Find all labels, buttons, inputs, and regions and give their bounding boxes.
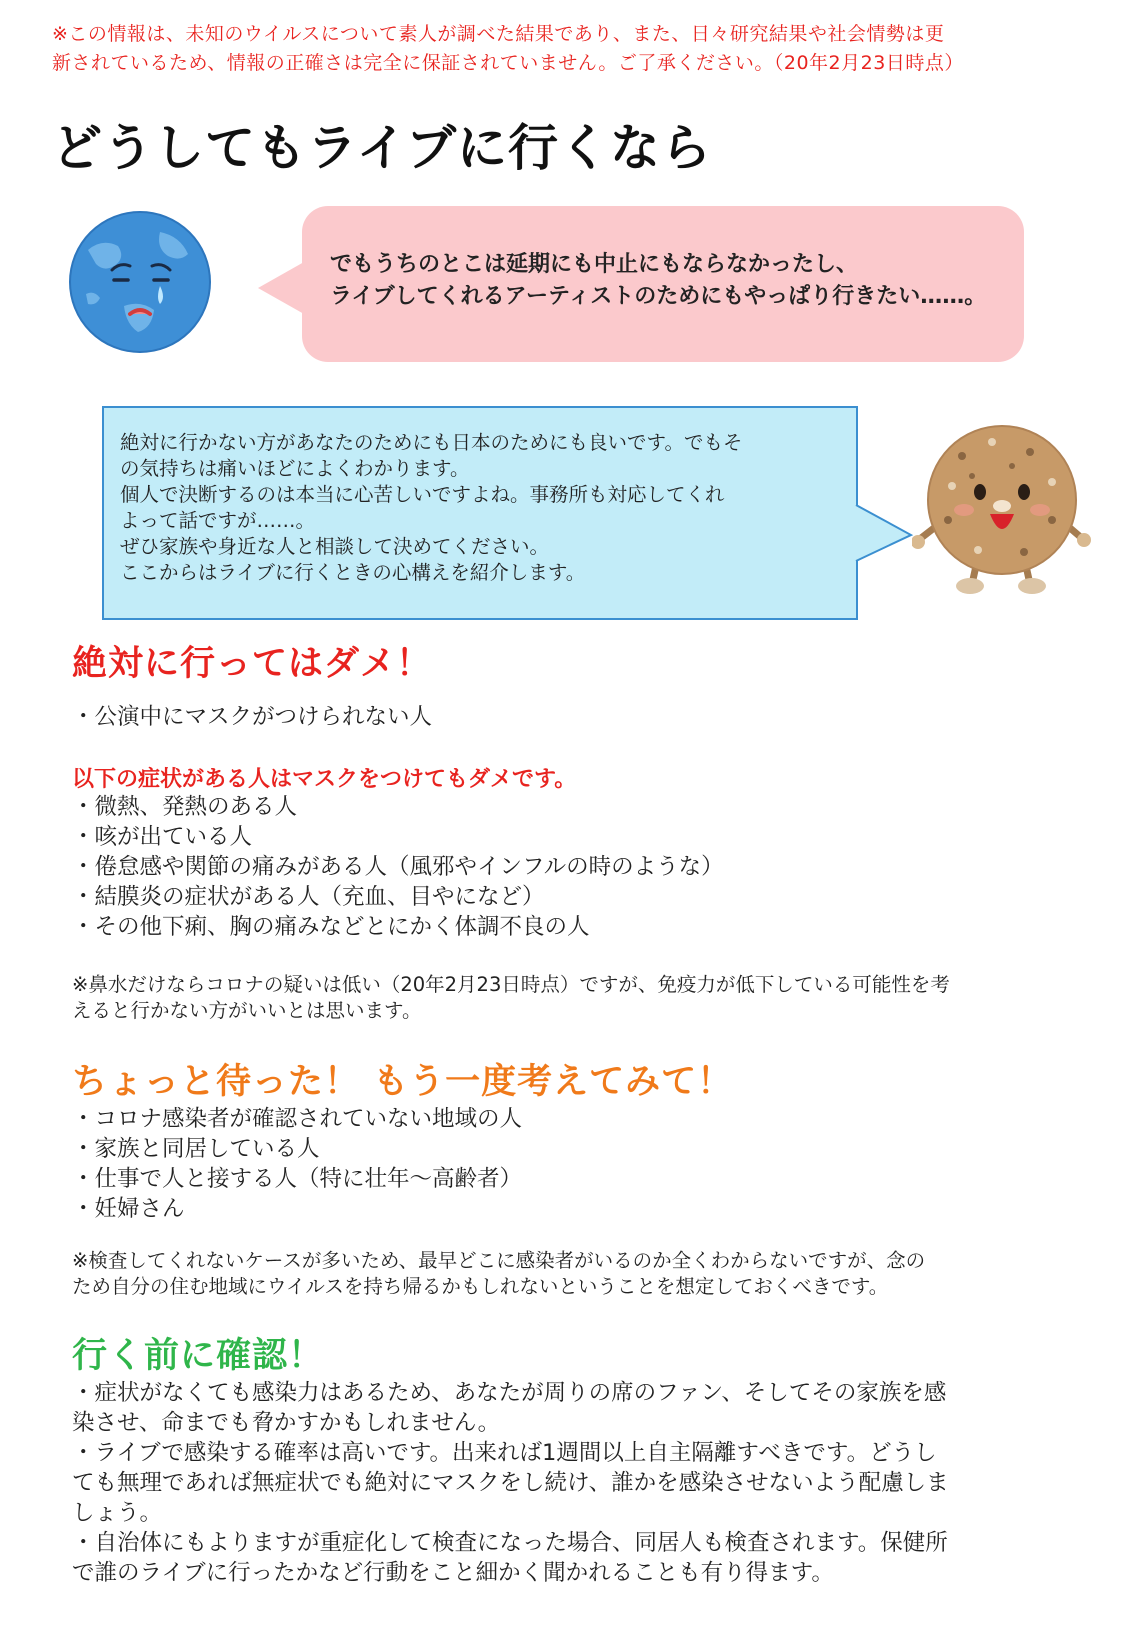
disclaimer-line: ※この情報は、未知のウイルスについて素人が調べた結果であり、また、日々研究結果や社会情勢は更 xyxy=(52,23,945,45)
paragraph-line: ・症状がなくても感染力はあるため、あなたが周りの席のファン、そしてその家族を感 xyxy=(72,1380,947,1406)
note-line: ※検査してくれないケースが多いため、最早どこに感染者がいるのか全くわからないですが、念の xyxy=(72,1249,926,1272)
speech-bubble-tail xyxy=(258,262,304,314)
paragraph-line: しょう。 xyxy=(72,1500,163,1526)
note-line: ため自分の住む地域にウイルスを持ち帰るかもしれないということを想定しておくべきです。 xyxy=(72,1275,889,1298)
speech-line: ぜひ家族や身近な人と相談して決めてください。 xyxy=(120,535,550,558)
speech-bubble-blue-text xyxy=(120,430,840,586)
paragraph-line: 染させ、命までも脅かすかもしれません。 xyxy=(72,1410,501,1436)
speech-line: でもうちのとこは延期にも中止にもならなかったし、 xyxy=(330,252,859,277)
list-item: ・その他下痢、胸の痛みなどとにかく体調不良の人 xyxy=(72,914,590,940)
crying-earth-icon xyxy=(68,210,212,358)
symptoms-list xyxy=(72,792,724,942)
dame-note xyxy=(72,972,1062,1024)
paragraph-line: ・自治体にもよりますが重症化して検査になった場合、同居人も検査されます。保健所 xyxy=(72,1530,948,1556)
speech-line: の気持ちは痛いほどによくわかります。 xyxy=(120,457,470,480)
list-item: ・微熱、発熱のある人 xyxy=(72,794,298,820)
check-paragraphs xyxy=(72,1378,1062,1588)
paragraph-line: ・ライブで感染する確率は高いです。出来れば1週間以上自主隔離すべきです。どうし xyxy=(72,1440,937,1466)
speech-bubble-pink-text xyxy=(330,249,1020,313)
note-line: ※鼻水だけならコロナの疑いは低い（20年2月23日時点）ですが、免疫力が低下している可能性を考 xyxy=(72,973,950,996)
list-item: ・公演中にマスクがつけられない人 xyxy=(72,704,433,730)
list-item: ・結膜炎の症状がある人（充血、目やになど） xyxy=(72,884,545,910)
speech-bubble-tail xyxy=(855,505,915,565)
page-title: どうしてもライブに行くなら xyxy=(52,119,712,177)
section-heading-dame: 絶対に行ってはダメ！ xyxy=(72,644,433,684)
wait-note xyxy=(72,1248,1062,1300)
list-item: ・家族と同居している人 xyxy=(72,1136,320,1162)
section-heading-check: 行く前に確認！ xyxy=(72,1336,325,1376)
speech-line: 絶対に行かない方があなたのためにも日本のためにも良いです。でもそ xyxy=(120,431,743,454)
speech-line: ライブしてくれるアーティストのためにもやっぱり行きたい……。 xyxy=(330,284,987,309)
speech-line: よって話ですが……。 xyxy=(120,509,316,532)
paragraph-line: で誰のライブに行ったかなど行動をこと細かく聞かれることも有り得ます。 xyxy=(72,1560,834,1586)
disclaimer xyxy=(52,20,1082,78)
smiling-cookie-icon xyxy=(912,416,1092,605)
dame-list xyxy=(72,702,432,732)
symptoms-subheading: 以下の症状がある人はマスクをつけてもダメです。 xyxy=(72,767,577,792)
section-heading-wait: ちょっと待った！ もう一度考えてみて！ xyxy=(72,1062,734,1102)
list-item: ・コロナ感染者が確認されていない地域の人 xyxy=(72,1106,523,1132)
list-item: ・仕事で人と接する人（特に壮年〜高齢者） xyxy=(72,1166,523,1192)
list-item: ・咳が出ている人 xyxy=(72,824,253,850)
list-item: ・倦怠感や関節の痛みがある人（風邪やインフルの時のような） xyxy=(72,854,724,880)
speech-line: 個人で決断するのは本当に心苦しいですよね。事務所も対応してくれ xyxy=(120,483,725,506)
wait-list xyxy=(72,1104,522,1224)
disclaimer-line: 新されているため、情報の正確さは完全に保証されていません。ご了承ください。（20年2月23日時点） xyxy=(52,52,964,74)
note-line: えると行かない方がいいとは思います。 xyxy=(72,999,422,1022)
paragraph-line: ても無理であれば無症状でも絶対にマスクをし続け、誰かを感染させないよう配慮しま xyxy=(72,1470,949,1496)
list-item: ・妊婦さん xyxy=(72,1196,185,1222)
speech-line: ここからはライブに行くときの心構えを紹介します。 xyxy=(120,561,586,584)
